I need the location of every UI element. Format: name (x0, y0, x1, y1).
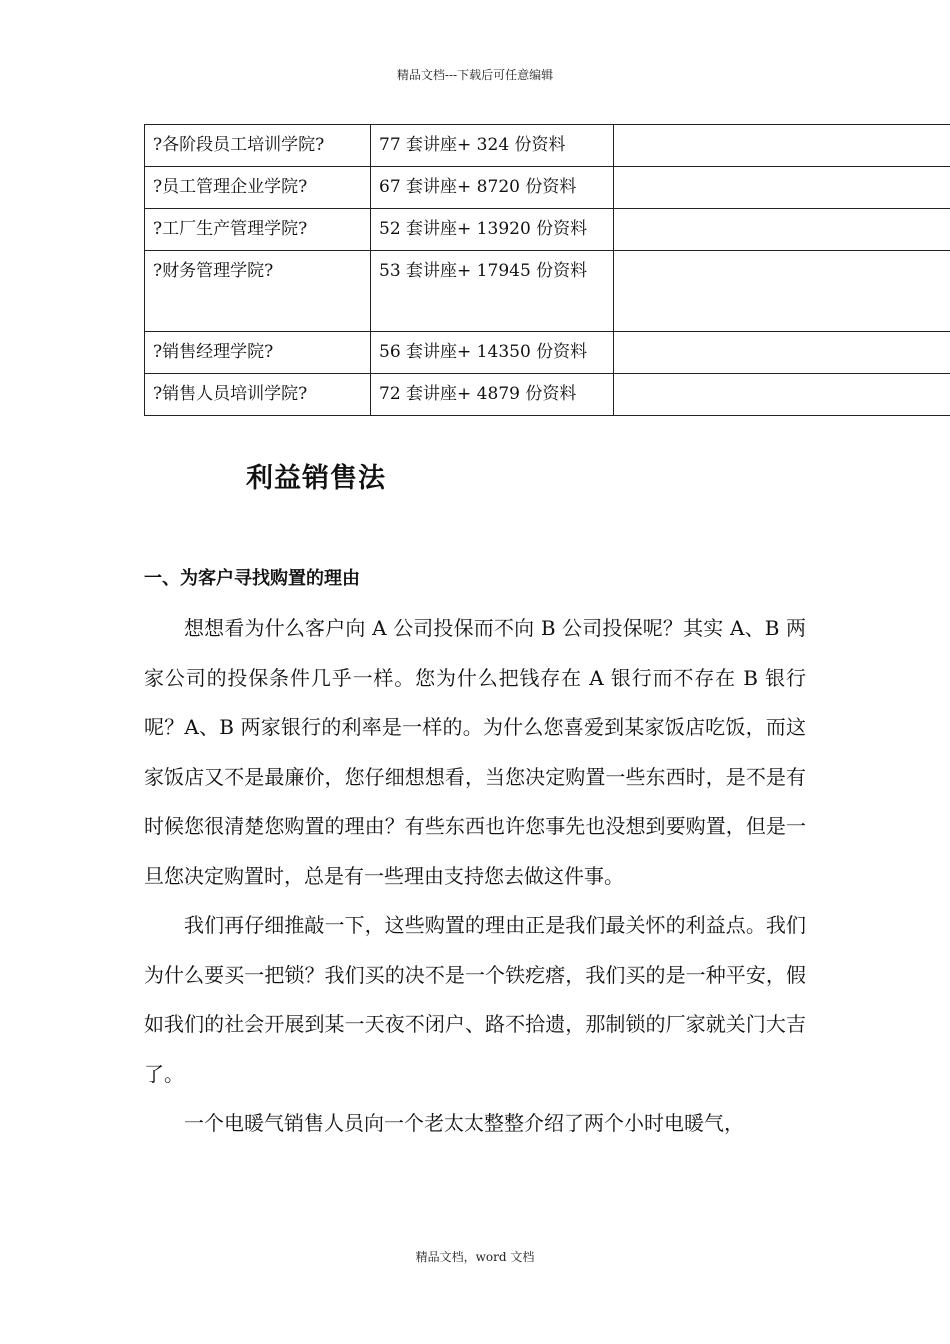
table-row (145, 209, 950, 251)
course-name-cell: ?销售人员培训学院? (145, 374, 371, 416)
course-name-cell: ?工厂生产管理学院? (145, 209, 371, 251)
empty-cell (614, 332, 950, 374)
empty-cell (614, 125, 950, 167)
course-detail-cell: 52 套讲座+ 13920 份资料 (371, 209, 614, 251)
course-detail-cell: 67 套讲座+ 8720 份资料 (371, 167, 614, 209)
body-text (144, 604, 806, 1149)
table-row (145, 251, 950, 332)
paragraph: 想想看为什么客户向 A 公司投保而不向 B 公司投保呢？其实 A、B 两家公司的投保条件几乎一样。您为什么把钱存在 A 银行而不存在 B 银行呢？A、B 两家银行的利率是一样的。为什么您喜爱到某家饭店吃饭，而这家饭店又不是最廉价，您仔细想想看，当您决定购置一些东西时，是不是有时候您很清楚您购置的理由？有些东西也许您事先也没想到要购置，但是一旦您决定购置时，总是有一些理由支持您去做这件事。 (144, 616, 806, 888)
empty-cell (614, 209, 950, 251)
table-row (145, 125, 950, 167)
empty-cell (614, 374, 950, 416)
empty-cell (614, 251, 950, 332)
table-row (145, 374, 950, 416)
course-name-cell: ?员工管理企业学院? (145, 167, 371, 209)
course-name-cell: ?财务管理学院? (145, 251, 371, 332)
document-title: 利益销售法 (246, 463, 386, 494)
course-catalog-table (144, 124, 950, 416)
paragraph: 一个电暖气销售人员向一个老太太整整介绍了两个小时电暖气， (184, 1111, 744, 1135)
course-detail-cell: 72 套讲座+ 4879 份资料 (371, 374, 614, 416)
course-detail-cell: 56 套讲座+ 14350 份资料 (371, 332, 614, 374)
course-detail-cell: 53 套讲座+ 17945 份资料 (371, 251, 614, 332)
course-detail-cell: 77 套讲座+ 324 份资料 (371, 125, 614, 167)
table-row (145, 167, 950, 209)
table-row (145, 332, 950, 374)
page-footer: 精品文档，word 文档 (415, 1250, 535, 1264)
course-name-cell: ?各阶段员工培训学院? (145, 125, 371, 167)
course-name-cell: ?销售经理学院? (145, 332, 371, 374)
paragraph: 我们再仔细推敲一下，这些购置的理由正是我们最关怀的利益点。我们为什么要买一把锁？我们买的决不是一个铁疙瘩，我们买的是一种平安，假如我们的社会开展到某一天夜不闭户、路不拾遗，那制锁的厂家就关门大吉了。 (144, 913, 806, 1086)
section-heading: 一、为客户寻找购置的理由 (144, 568, 360, 589)
page-header: 精品文档---下载后可任意编辑 (396, 68, 554, 82)
empty-cell (614, 167, 950, 209)
